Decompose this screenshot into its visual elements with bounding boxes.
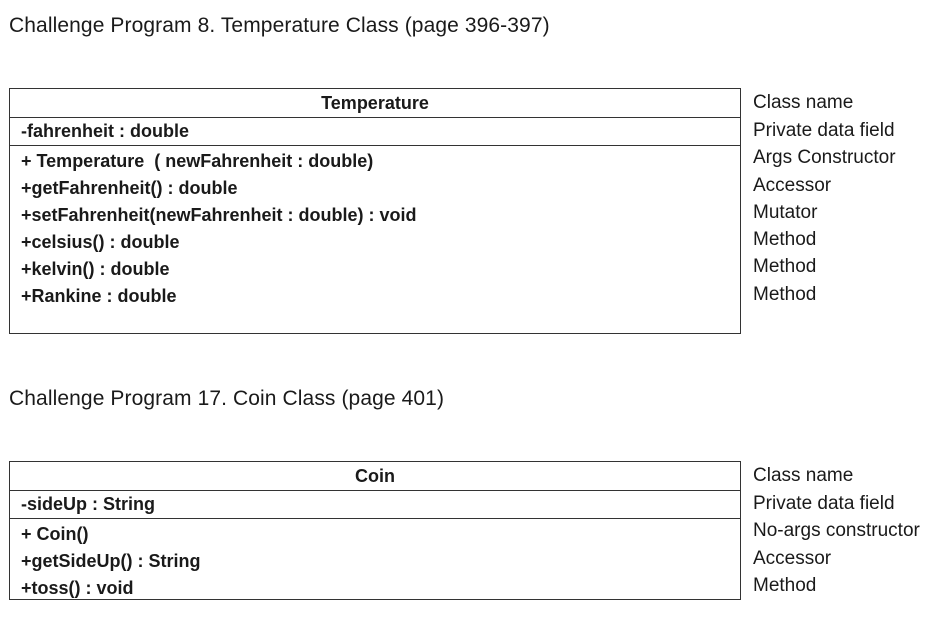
coin-annotations (753, 462, 920, 599)
temperature-class-name: Temperature (10, 89, 740, 118)
coin-fields-compartment (10, 491, 740, 519)
temperature-annotation-accessor: Accessor (753, 174, 832, 196)
temperature-section-heading: Challenge Program 8. Temperature Class (page 396-397) (9, 14, 550, 37)
temperature-annotation-constructor: Args Constructor (753, 147, 896, 169)
temperature-method-celsius: +celsius() : double (21, 232, 180, 252)
coin-method-toss: +toss() : void (21, 578, 134, 598)
coin-section-heading: Challenge Program 17. Coin Class (page 401) (9, 387, 445, 410)
temperature-method-get-fahrenheit: +getFahrenheit() : double (21, 178, 238, 198)
coin-uml-class-box (9, 461, 741, 600)
temperature-fields-compartment (10, 118, 740, 146)
temperature-annotation-private-field: Private data field (753, 120, 895, 141)
temperature-annotation-method-celsius: Method (753, 229, 817, 251)
coin-annotation-method-toss: Method (753, 574, 817, 596)
coin-annotation-private-field: Private data field (753, 493, 895, 514)
temperature-method-set-fahrenheit: +setFahrenheit(newFahrenheit : double) : void (21, 205, 417, 225)
coin-field-side-up: -sideUp : String (21, 494, 155, 514)
coin-method-constructor: + Coin() (21, 524, 89, 544)
coin-class-name: Coin (10, 462, 740, 491)
temperature-annotations (753, 89, 896, 308)
temperature-annotation-mutator: Mutator (753, 201, 818, 223)
temperature-uml-class-box (9, 88, 741, 334)
coin-annotation-constructor: No-args constructor (753, 520, 920, 542)
temperature-method-constructor: + Temperature ( newFahrenheit : double) (21, 151, 374, 171)
coin-methods-compartment (10, 519, 740, 602)
coin-annotation-accessor: Accessor (753, 547, 832, 569)
temperature-annotation-method-rankine: Method (753, 283, 817, 305)
temperature-field-fahrenheit: -fahrenheit : double (21, 121, 189, 141)
coin-method-get-side-up: +getSideUp() : String (21, 551, 201, 571)
temperature-method-kelvin: +kelvin() : double (21, 259, 170, 279)
temperature-annotation-class-name: Class name (753, 92, 854, 113)
temperature-method-rankine: +Rankine : double (21, 286, 177, 306)
coin-annotation-class-name: Class name (753, 465, 854, 486)
temperature-methods-compartment (10, 146, 740, 310)
temperature-annotation-method-kelvin: Method (753, 256, 817, 278)
